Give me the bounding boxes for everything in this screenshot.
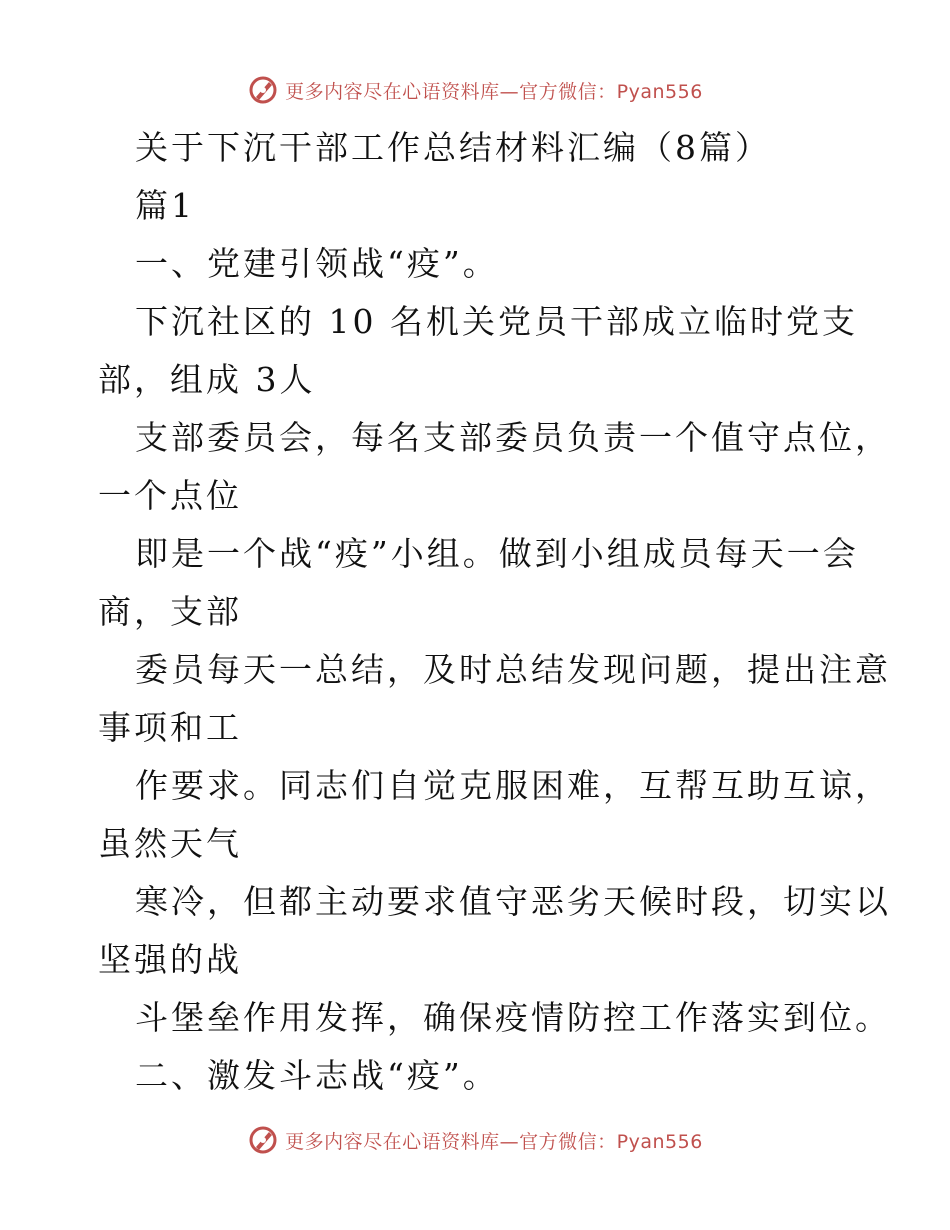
paragraph-line: 商，支部 [98, 592, 242, 631]
paragraph-line: 委员每天一总结，及时总结发现问题，提出注意 [135, 650, 891, 689]
watermark-header [0, 70, 950, 110]
paragraph-line: 坚强的战 [98, 940, 242, 979]
paragraph-line: 虽然天气 [98, 824, 242, 863]
paragraph-line: 作要求。同志们自觉克服困难，互帮互助互谅， [135, 766, 891, 805]
watermark-footer [0, 1120, 950, 1160]
watermark-text: 更多内容尽在心语资料库—官方微信：Pyan556 [285, 80, 703, 103]
pen-logo-icon [247, 74, 279, 106]
watermark-text: 更多内容尽在心语资料库—官方微信：Pyan556 [285, 1130, 703, 1153]
paragraph-line: 下沉社区的 10 名机关党员干部成立临时党支 [135, 302, 858, 341]
paragraph-line: 事项和工 [98, 708, 242, 747]
paragraph-line: 支部委员会，每名支部委员负责一个值守点位， [135, 418, 891, 457]
paragraph-line: 即是一个战“疫”小组。做到小组成员每天一会 [135, 534, 859, 573]
section-label: 篇1 [135, 186, 195, 225]
paragraph-line: 一个点位 [98, 476, 242, 515]
paragraph-line: 斗堡垒作用发挥，确保疫情防控工作落实到位。 [135, 998, 891, 1037]
heading-1: 一、党建引领战“疫”。 [135, 244, 499, 283]
pen-logo-icon [247, 1124, 279, 1156]
paragraph-line: 寒冷，但都主动要求值守恶劣天候时段，切实以 [135, 882, 891, 921]
heading-2: 二、激发斗志战“疫”。 [135, 1056, 499, 1095]
document-title: 关于下沉干部工作总结材料汇编（8篇） [135, 128, 771, 167]
paragraph-line: 部，组成 3人 [98, 360, 316, 399]
